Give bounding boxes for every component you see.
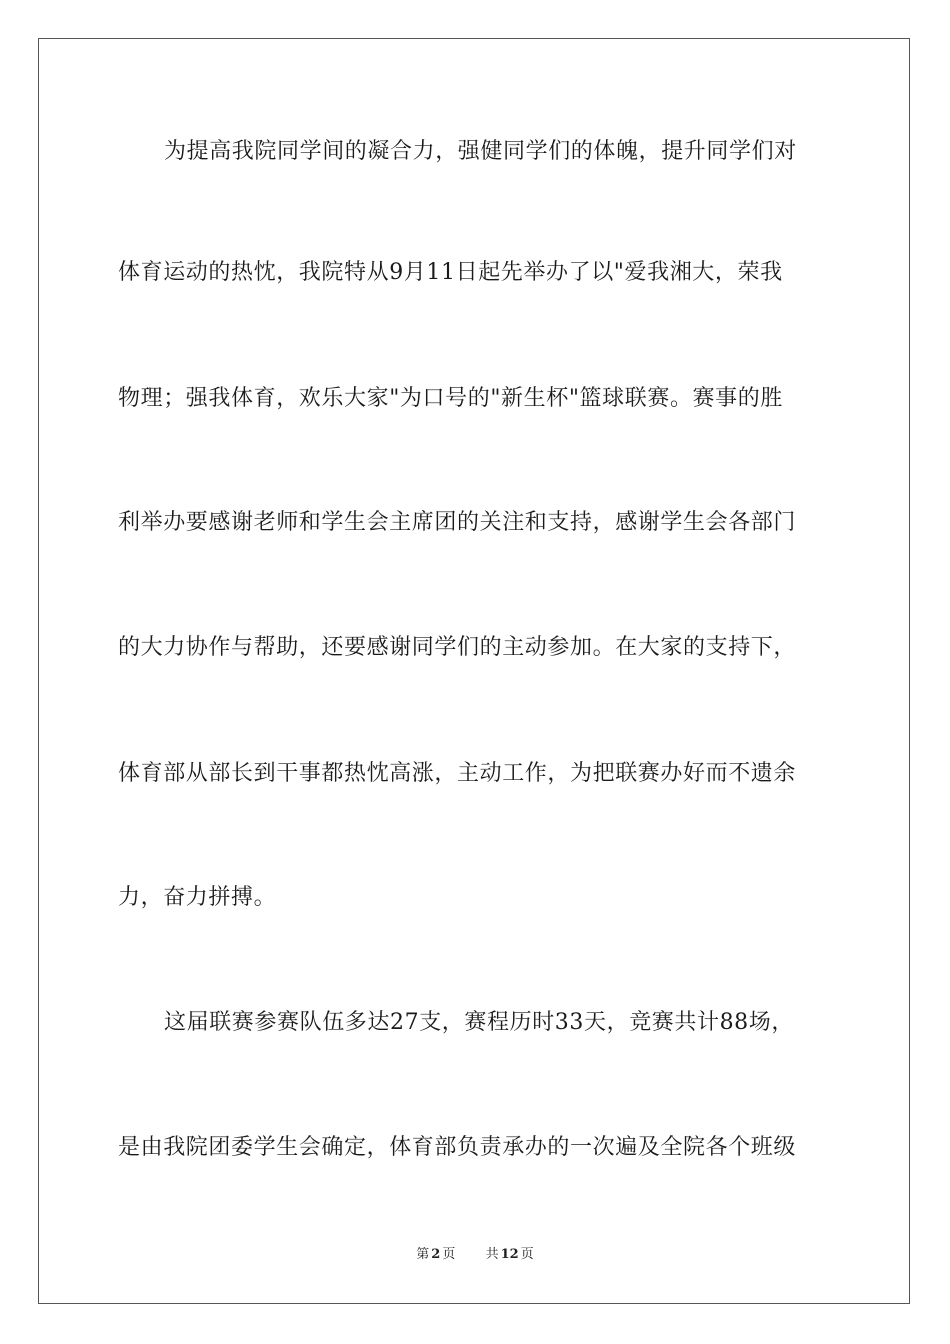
- total-prefix: 共: [485, 1247, 499, 1262]
- page-border: [38, 38, 910, 1304]
- paragraph-2-line-2: 是由我院团委学生会确定，体育部负责承办的一次遍及全院各个班级: [118, 1135, 797, 1160]
- paragraph-1-line-4: 利举办要感谢老师和学生会主席团的关注和支持，感谢学生会各部门: [118, 510, 797, 535]
- paragraph-1-line-6: 体育部从部长到干事都热忱高涨，主动工作，为把联赛办好而不遗余: [118, 761, 797, 786]
- paragraph-1-line-1: 为提高我院同学间的凝合力，强健同学们的体魄，提升同学们对: [164, 139, 797, 164]
- paragraph-1-line-3: 物理；强我体育，欢乐大家"为口号的"新生杯"篮球联赛。赛事的胜: [118, 386, 783, 411]
- page-footer: [0, 1243, 950, 1262]
- paragraph-1-line-7: 力，奋力拼搏。: [118, 885, 277, 910]
- paragraph-1-line-2: 体育运动的热忱，我院特从9月11日起先举办了以"爱我湘大，荣我: [118, 260, 783, 285]
- paragraph-2-line-1: 这届联赛参赛队伍多达27支，赛程历时33天，竞赛共计88场，: [164, 1010, 794, 1035]
- paragraph-1-line-5: 的大力协作与帮助，还要感谢同学们的主动参加。在大家的支持下，: [118, 635, 797, 660]
- page-number: 2: [431, 1247, 441, 1262]
- total-suffix: 页: [520, 1247, 534, 1262]
- page-suffix: 页: [442, 1247, 456, 1262]
- total-pages: 12: [500, 1247, 519, 1262]
- page-prefix: 第: [416, 1247, 430, 1262]
